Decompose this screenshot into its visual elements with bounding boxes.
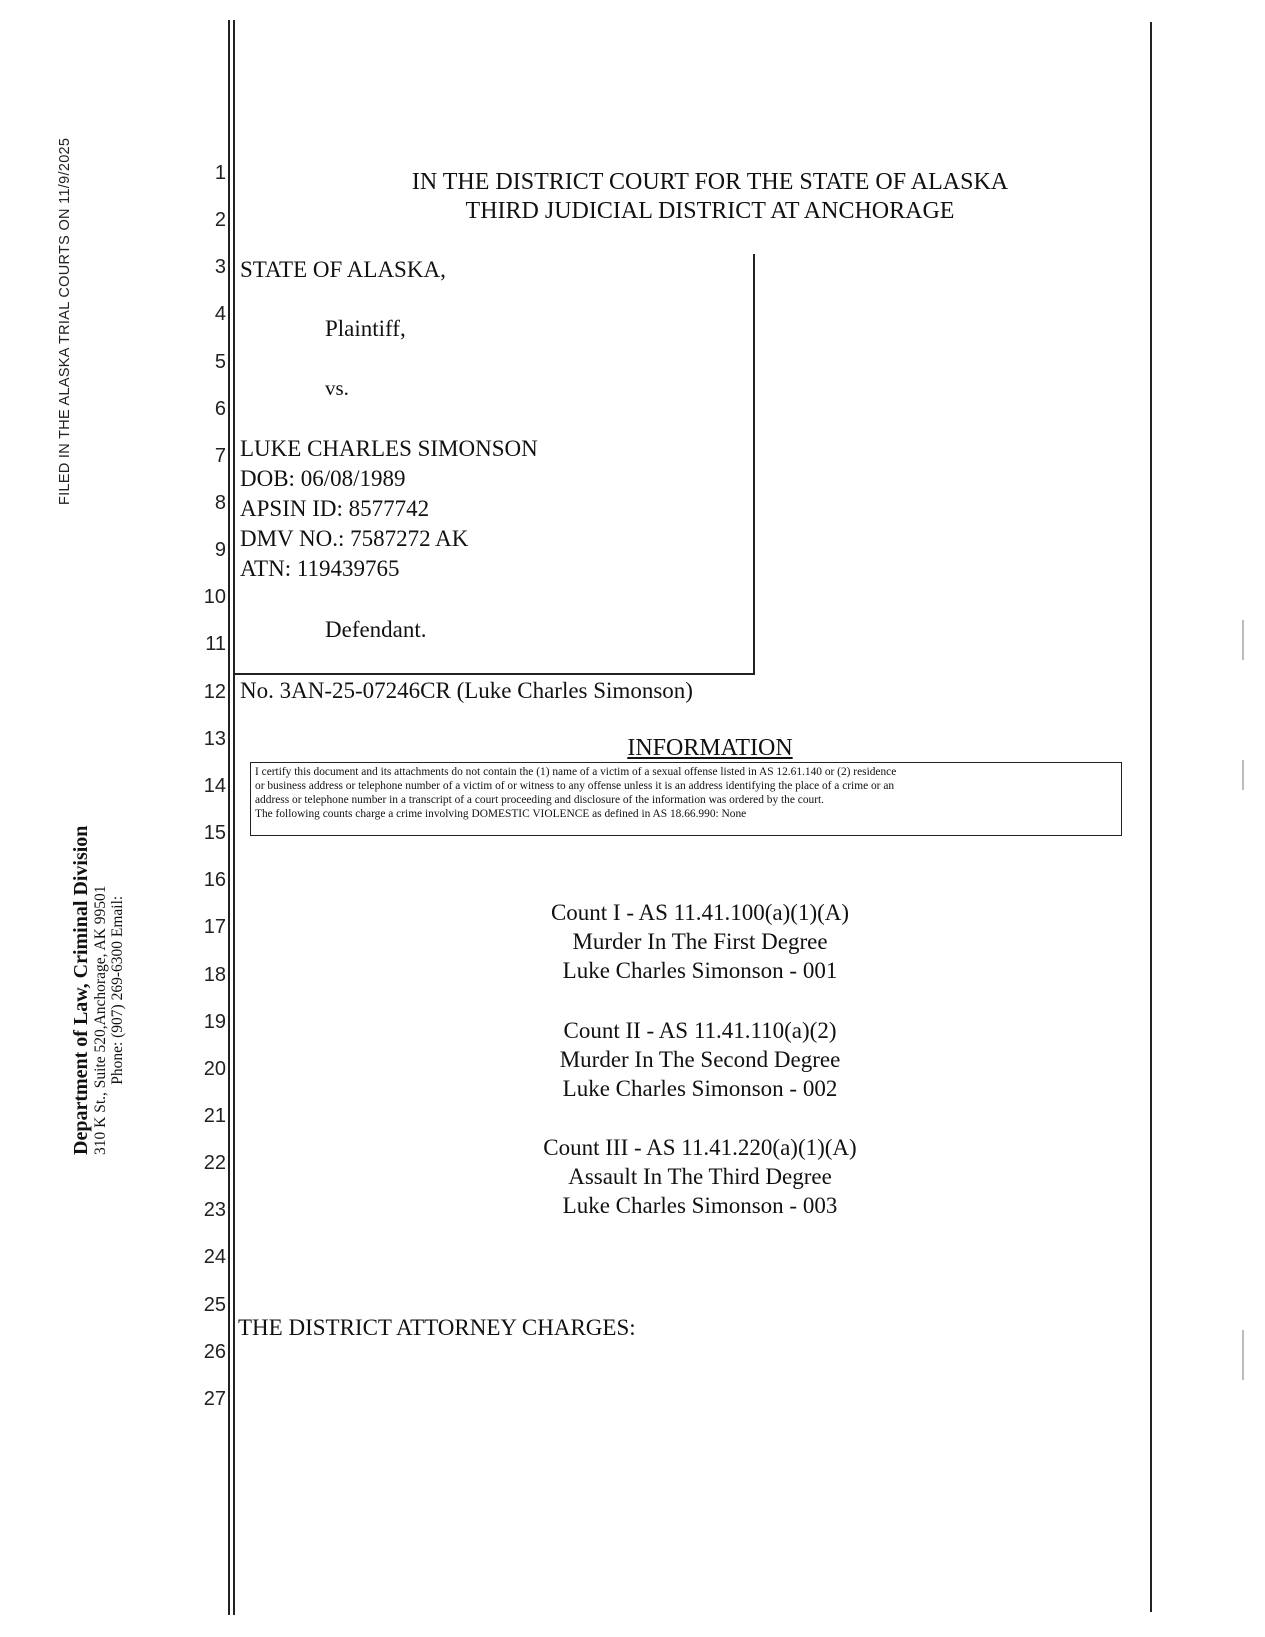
count-statute: Count III - AS 11.41.220(a)(1)(A) bbox=[543, 1135, 857, 1160]
line-number: 7 bbox=[214, 445, 226, 467]
charges-heading: THE DISTRICT ATTORNEY CHARGES: bbox=[238, 1315, 636, 1340]
line-number: 24 bbox=[203, 1246, 226, 1268]
line-number: 27 bbox=[203, 1388, 226, 1410]
defendant-role: Defendant. bbox=[325, 617, 427, 642]
line-number: 5 bbox=[214, 351, 226, 373]
line-number: 4 bbox=[214, 303, 226, 325]
filed-stamp: FILED IN THE ALASKA TRIAL COURTS ON 11/9/2025 bbox=[57, 137, 73, 505]
count-offense: Murder In The Second Degree bbox=[559, 1047, 841, 1072]
versus: vs. bbox=[325, 376, 349, 400]
count-statute: Count II - AS 11.41.110(a)(2) bbox=[563, 1018, 837, 1043]
count-defendant: Luke Charles Simonson - 003 bbox=[562, 1193, 838, 1218]
line-number: 17 bbox=[203, 916, 226, 938]
case-number: No. 3AN-25-07246CR (Luke Charles Simonson) bbox=[240, 678, 693, 703]
line-number: 14 bbox=[203, 775, 226, 797]
plaintiff-role: Plaintiff, bbox=[325, 316, 406, 341]
certification-line: The following counts charge a crime involving DOMESTIC VIOLENCE as defined in AS 18.66.990: None bbox=[255, 808, 747, 820]
line-number: 15 bbox=[203, 822, 226, 844]
line-number: 13 bbox=[203, 728, 226, 750]
line-number: 2 bbox=[214, 209, 226, 231]
count-block bbox=[500, 1133, 900, 1220]
line-number: 9 bbox=[214, 539, 226, 561]
line-number: 11 bbox=[205, 633, 226, 655]
line-number: 18 bbox=[203, 964, 226, 986]
line-number: 25 bbox=[203, 1294, 226, 1316]
left-margin-rule-inner bbox=[233, 20, 235, 1615]
count-block bbox=[500, 898, 900, 985]
department-block bbox=[70, 826, 126, 1155]
defendant-dmv-number: DMV NO.: 7587272 AK bbox=[240, 526, 469, 551]
defendant-dob: DOB: 06/08/1989 bbox=[240, 466, 406, 491]
count-defendant: Luke Charles Simonson - 002 bbox=[562, 1076, 838, 1101]
count-offense: Murder In The First Degree bbox=[572, 929, 828, 954]
scan-mark bbox=[1242, 620, 1244, 660]
right-margin-rule bbox=[1150, 22, 1152, 1612]
defendant-name: LUKE CHARLES SIMONSON bbox=[240, 436, 538, 461]
court-name: IN THE DISTRICT COURT FOR THE STATE OF ALASKA bbox=[411, 169, 1009, 195]
certification-line: I certify this document and its attachments do not contain the (1) name of a victim of a sexual offense listed in AS 12.61.140 or (2) residence bbox=[255, 766, 897, 778]
line-number: 6 bbox=[214, 398, 226, 420]
document-title: INFORMATION bbox=[627, 735, 793, 761]
line-number: 23 bbox=[203, 1199, 226, 1221]
count-statute: Count I - AS 11.41.100(a)(1)(A) bbox=[550, 900, 850, 925]
department-name: Department of Law, Criminal Division bbox=[70, 825, 92, 1155]
department-address: 310 K St., Suite 520,Anchorage, AK 99501 bbox=[92, 885, 109, 1155]
line-number: 16 bbox=[203, 869, 226, 891]
count-block bbox=[500, 1016, 900, 1103]
count-defendant: Luke Charles Simonson - 001 bbox=[562, 958, 838, 983]
line-number: 20 bbox=[203, 1058, 226, 1080]
scan-mark bbox=[1242, 1330, 1244, 1380]
line-number: 8 bbox=[214, 492, 226, 514]
line-number: 12 bbox=[203, 681, 226, 703]
left-margin-rule-outer bbox=[228, 20, 230, 1615]
caption-right-border bbox=[753, 254, 755, 674]
line-number: 21 bbox=[203, 1105, 226, 1127]
defendant-atn: ATN: 119439765 bbox=[240, 556, 400, 581]
department-phone: Phone: (907) 269-6300 Email: bbox=[109, 895, 126, 1085]
court-district: THIRD JUDICIAL DISTRICT AT ANCHORAGE bbox=[465, 198, 955, 224]
certification-line: or business address or telephone number of a victim of or witness to any offense unless it is an address identifying the place of a crime or an bbox=[255, 780, 895, 792]
line-number: 1 bbox=[214, 162, 226, 184]
plaintiff-name: STATE OF ALASKA, bbox=[240, 257, 446, 282]
line-number: 3 bbox=[214, 256, 226, 278]
caption-bottom-border bbox=[235, 673, 755, 675]
defendant-apsin-id: APSIN ID: 8577742 bbox=[240, 496, 430, 521]
certification-box bbox=[250, 762, 1122, 836]
line-number: 10 bbox=[203, 586, 226, 608]
count-offense: Assault In The Third Degree bbox=[568, 1164, 832, 1189]
line-number: 19 bbox=[203, 1011, 226, 1033]
certification-line: address or telephone number in a transcript of a court proceeding and disclosure of the information was ordered by the court. bbox=[255, 794, 825, 806]
line-number: 26 bbox=[203, 1341, 226, 1363]
line-number: 22 bbox=[203, 1152, 226, 1174]
scan-mark bbox=[1242, 760, 1244, 790]
